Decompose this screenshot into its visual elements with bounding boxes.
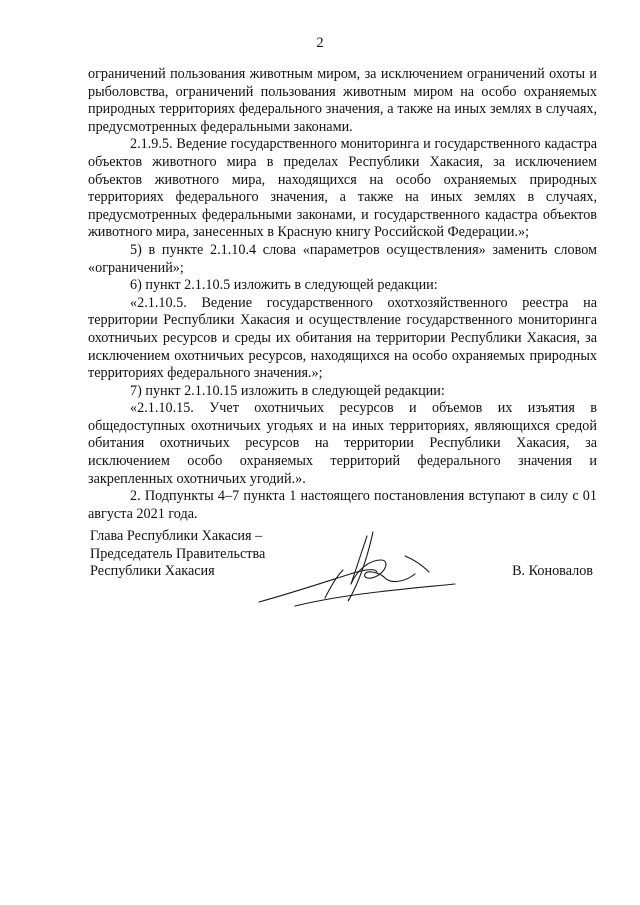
paragraph-item-6: 6) пункт 2.1.10.5 изложить в следующей редакции: — [130, 277, 438, 294]
paragraph-point-2: 2. Подпункты 4–7 пункта 1 настоящего постановления вступают в силу с 01 августа 2021 года. — [88, 488, 597, 522]
signatory-position-line: Председатель Правительства — [90, 545, 266, 562]
page-number: 2 — [316, 35, 324, 51]
handwritten-signature — [255, 520, 465, 615]
signature-strokes — [259, 532, 455, 606]
paragraph-clause-2-1-9-5: 2.1.9.5. Ведение государственного мониторинга и государственного кадастра объектов животного мира в пределах Республики Хакасия, за исключением объектов животного мира, находящихся на особо охраняемых природных территориях федерального значения, а также на иных землях в случаях, предусмотренных федеральными законами, и государственного кадастра объектов животного мира, занесенных в Красную книгу Российской Федерации.»; — [88, 136, 597, 241]
document-body — [88, 66, 597, 523]
signatory-position-line: Республики Хакасия — [90, 563, 215, 580]
signatory-name: В. Коновалов — [512, 563, 593, 579]
paragraph-continuation: ограничений пользования животным миром, за исключением ограничений охоты и рыболовства, ограничений пользования животным миром на особо охраняемых природных территориях федерального значения, а также на иных землях в случаях, предусмотренных федеральными законами. — [88, 66, 597, 135]
paragraph-clause-2-1-10-15: «2.1.10.15. Учет охотничьих ресурсов и объемов их изъятия в общедоступных охотничьих угодьях и на иных территориях, являющихся средой обитания охотничьих ресурсов на территории Республики Хакасия, за исключением особо охраняемых территорий федерального значения и закрепленных охотничьих угодий.». — [88, 400, 597, 487]
paragraph-clause-2-1-10-5: «2.1.10.5. Ведение государственного охотхозяйственного реестра на территории Республики Хакасия и осуществление государственного мониторинга охотничьих ресурсов и среды их обитания на территории Республики Хакасия, за исключением охотничьих ресурсов, находящихся на особо охраняемых природных территориях федерального значения.»; — [88, 294, 597, 382]
paragraph-item-7: 7) пункт 2.1.10.15 изложить в следующей редакции: — [130, 382, 445, 399]
paragraph-item-5: 5) в пункте 2.1.10.4 слова «параметров осуществления» заменить словом «ограничений»; — [88, 241, 597, 276]
signatory-position — [90, 528, 265, 581]
signatory-position-line: Глава Республики Хакасия – — [90, 528, 263, 544]
